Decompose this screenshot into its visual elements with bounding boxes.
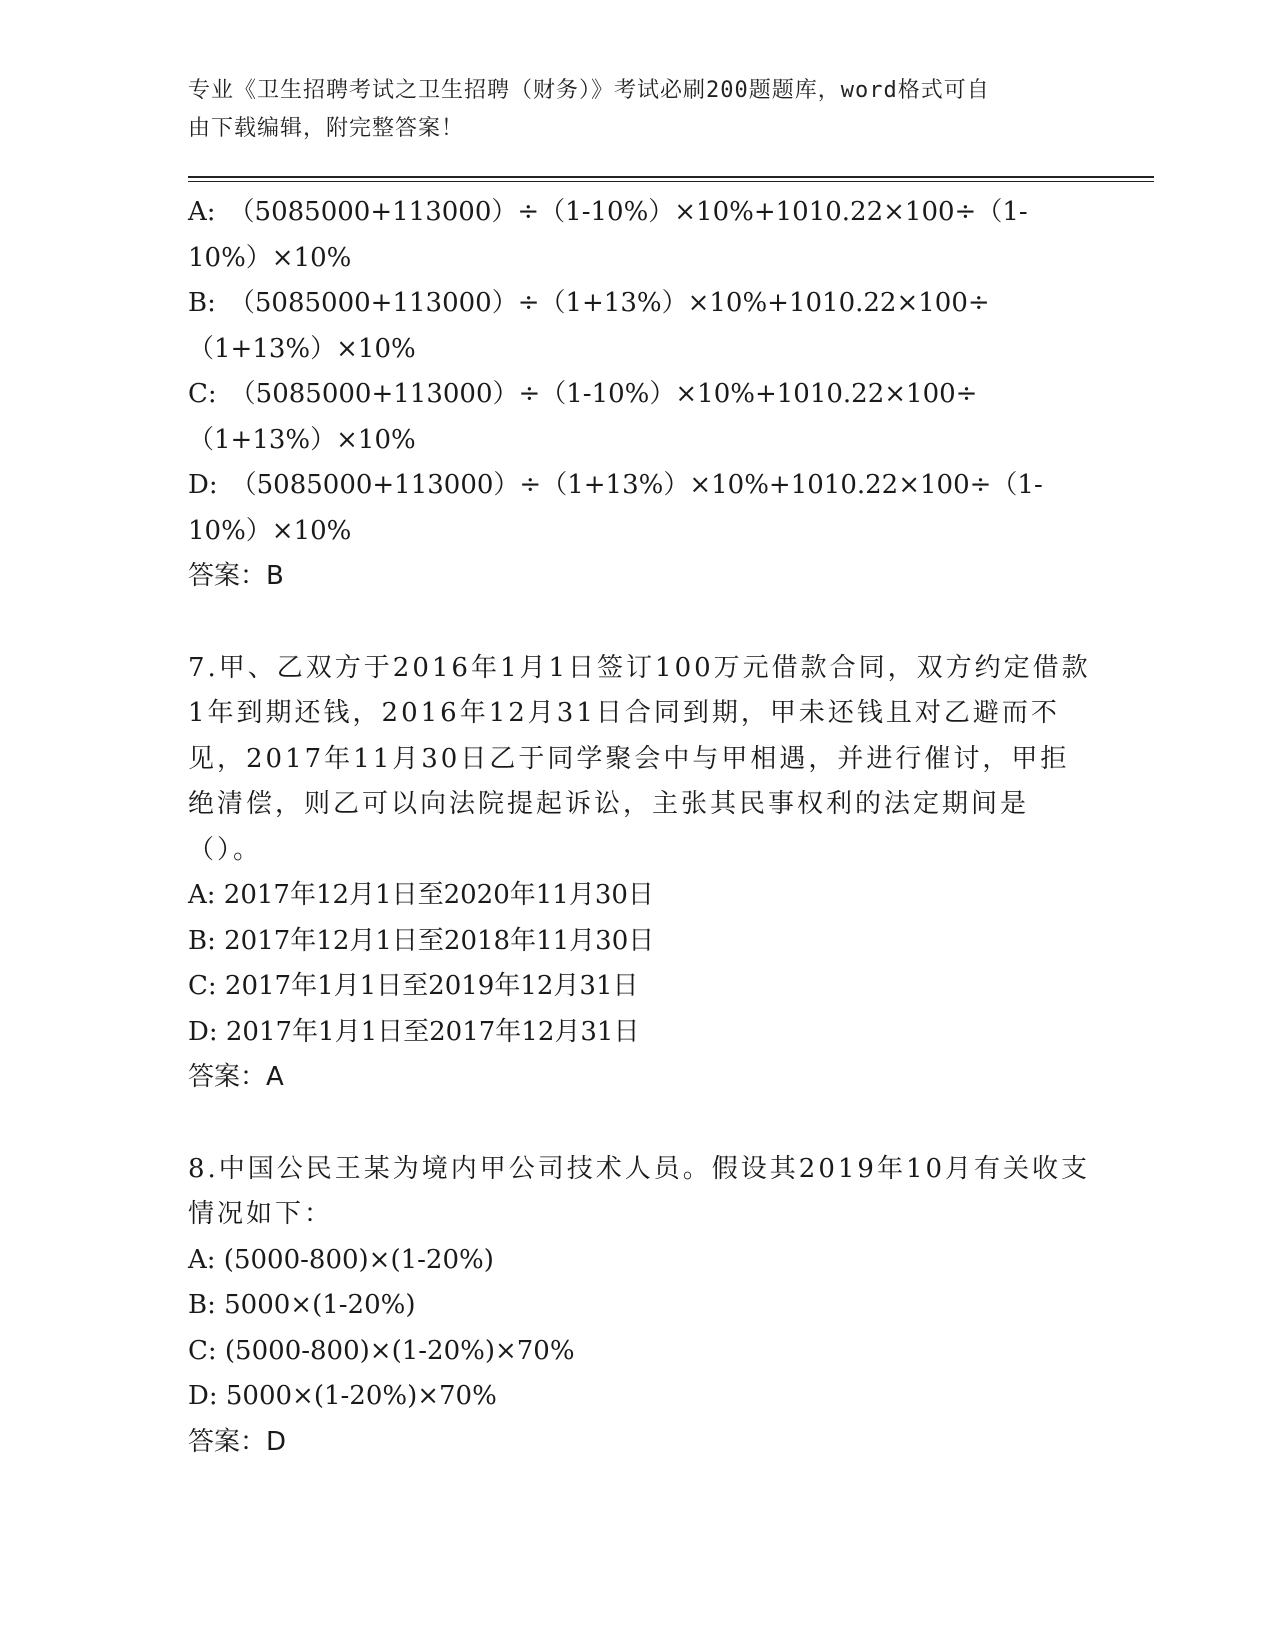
question-8-block bbox=[188, 1147, 1098, 1466]
option-a: A: (5000-800)×(1-20%) bbox=[188, 1244, 494, 1275]
document-header bbox=[188, 72, 1088, 148]
document-body bbox=[188, 190, 1098, 1465]
option-b: B: 2017年12月1日至2018年11月30日 bbox=[188, 925, 655, 956]
header-rule-thick bbox=[188, 176, 1154, 178]
option-a: A: 2017年12月1日至2020年11月30日 bbox=[188, 880, 654, 910]
option-d: D: （5085000+113000）÷（1+13%）×10%+1010.22×100÷（1-10%）×10% bbox=[188, 470, 1043, 546]
header-title-line-1: 专业《卫生招聘考试之卫生招聘（财务）》考试必刷200题题库，word格式可自 bbox=[188, 78, 990, 103]
option-c: C: (5000-800)×(1-20%)×70% bbox=[188, 1335, 575, 1366]
answer-line: 答案：D bbox=[188, 1426, 287, 1457]
question-8-text: 8.中国公民王某为境内甲公司技术人员。假设其2019年10月有关收支情况如下： bbox=[188, 1153, 1091, 1229]
option-b: B: （5085000+113000）÷（1+13%）×10%+1010.22×100÷（1+13%）×10% bbox=[188, 288, 990, 364]
header-rule-thin bbox=[188, 181, 1154, 182]
header-title-line-2: 由下载编辑，附完整答案！ bbox=[188, 116, 465, 141]
question-7-text: 7.甲、乙双方于2016年1月1日签订100万元借款合同，双方约定借款1年到期还钱，2016年12月31日合同到期，甲未还钱且对乙避而不见，2017年11月30日乙于同学聚会中与甲相遇，并进行催讨，甲拒绝清偿，则乙可以向法院提起诉讼，主张其民事权利的法定期间是（）。 bbox=[188, 652, 1091, 865]
option-c: C: （5085000+113000）÷（1-10%）×10%+1010.22×100÷（1+13%）×10% bbox=[188, 379, 978, 455]
option-d: D: 5000×(1-20%)×70% bbox=[188, 1381, 497, 1411]
question-6-block bbox=[188, 190, 1098, 600]
section-spacer bbox=[188, 600, 1098, 646]
answer-line: 答案：A bbox=[188, 1062, 284, 1092]
option-d: D: 2017年1月1日至2017年12月31日 bbox=[188, 1016, 640, 1047]
answer-line: 答案：B bbox=[188, 561, 284, 591]
option-a: A: （5085000+113000）÷（1-10%）×10%+1010.22×100÷（1-10%）×10% bbox=[188, 197, 1028, 273]
section-spacer bbox=[188, 1101, 1098, 1147]
option-c: C: 2017年1月1日至2019年12月31日 bbox=[188, 971, 639, 1001]
option-b: B: 5000×(1-20%) bbox=[188, 1290, 416, 1320]
question-7-block bbox=[188, 646, 1098, 1101]
